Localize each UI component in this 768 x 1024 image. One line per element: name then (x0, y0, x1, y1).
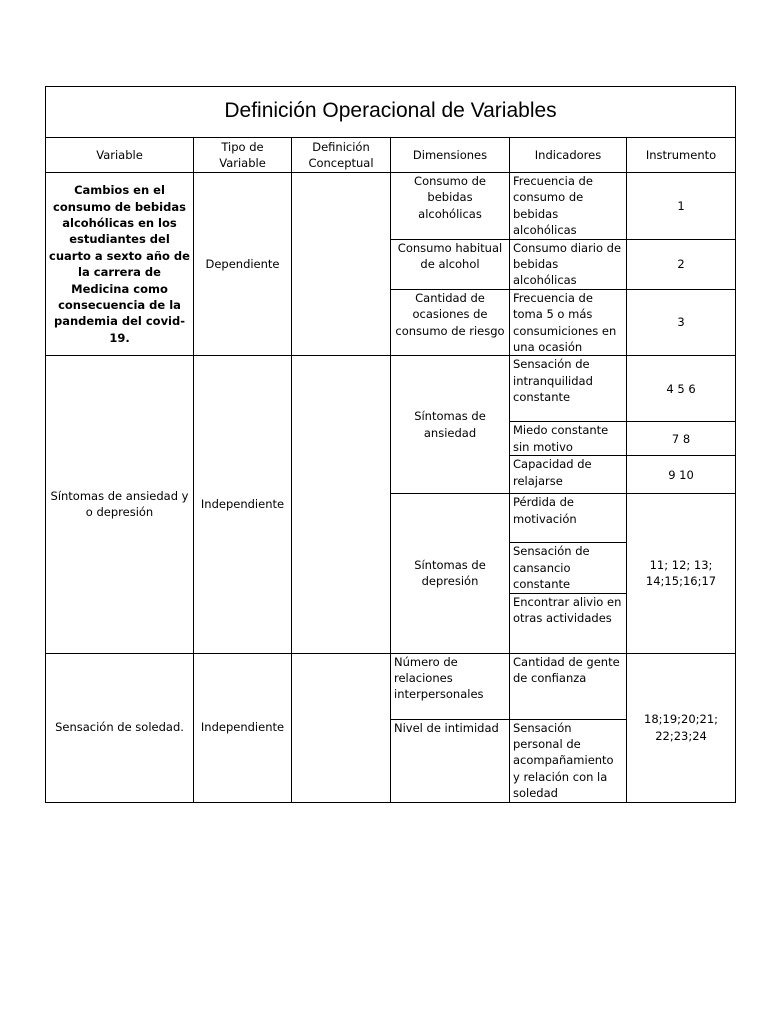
v2-definicion (292, 356, 391, 653)
v3-variable: Sensación de soledad. (46, 653, 194, 802)
v1-indicador-3: Frecuencia de toma 5 o más consumiciones en una ocasión (510, 289, 627, 356)
header-definicion: Definición Conceptual (292, 138, 391, 173)
header-variable: Variable (46, 138, 194, 173)
v2-indicador-3: Capacidad de relajarse (510, 456, 627, 494)
header-tipo: Tipo de Variable (194, 138, 292, 173)
header-row (46, 138, 736, 173)
v2-instrumento-1: 4 5 6 (627, 356, 736, 422)
table-row (46, 173, 736, 240)
v1-instrumento-2: 2 (627, 239, 736, 289)
v2-tipo: Independiente (194, 356, 292, 653)
v3-instrumento: 18;19;20;21; 22;23;24 (627, 653, 736, 802)
v1-indicador-1: Frecuencia de consumo de bebidas alcohólicas (510, 173, 627, 240)
v2-variable: Síntomas de ansiedad y o depresión (46, 356, 194, 653)
v2-instrumento-depresion: 11; 12; 13; 14;15;16;17 (627, 494, 736, 653)
v1-indicador-2: Consumo diario de bebidas alcohólicas (510, 239, 627, 289)
v1-instrumento-1: 1 (627, 173, 736, 240)
v1-dimension-3: Cantidad de ocasiones de consumo de riesgo (391, 289, 510, 356)
v1-dimension-2: Consumo habitual de alcohol (391, 239, 510, 289)
v2-indicador-1: Sensación de intranquilidad constante (510, 356, 627, 422)
v1-instrumento-3: 3 (627, 289, 736, 356)
table-row (46, 356, 736, 422)
table-title: Definición Operacional de Variables (224, 98, 557, 122)
v2-instrumento-3: 9 10 (627, 456, 736, 494)
v3-indicador-2: Sensación personal de acompañamiento y relación con la soledad (510, 719, 627, 802)
v2-indicador-5: Sensación de cansancio constante (510, 543, 627, 593)
v2-dimension-depresion: Síntomas de depresión (391, 494, 510, 653)
v1-tipo: Dependiente (194, 173, 292, 356)
header-indicadores: Indicadores (510, 138, 627, 173)
v3-tipo: Independiente (194, 653, 292, 802)
v3-indicador-1: Cantidad de gente de confianza (510, 653, 627, 719)
variables-table (45, 86, 736, 803)
v3-dimension-1: Número de relaciones interpersonales (391, 653, 510, 719)
header-dimensiones: Dimensiones (391, 138, 510, 173)
v2-instrumento-2: 7 8 (627, 422, 736, 456)
v1-dimension-1: Consumo de bebidas alcohólicas (391, 173, 510, 240)
v2-dimension-ansiedad: Síntomas de ansiedad (391, 356, 510, 494)
v1-definicion (292, 173, 391, 356)
v2-indicador-6: Encontrar alivio en otras actividades (510, 593, 627, 653)
v3-dimension-2: Nivel de intimidad (391, 719, 510, 802)
table-title-cell (46, 87, 736, 138)
v2-indicador-4: Pérdida de motivación (510, 494, 627, 543)
header-instrumento: Instrumento (627, 138, 736, 173)
v1-variable: Cambios en el consumo de bebidas alcohólicas en los estudiantes del cuarto a sexto año de la carrera de Medicina como consecuencia de la pandemia del covid-19. (46, 173, 194, 356)
table-row (46, 653, 736, 719)
v3-definicion (292, 653, 391, 802)
v2-indicador-2: Miedo constante sin motivo (510, 422, 627, 456)
